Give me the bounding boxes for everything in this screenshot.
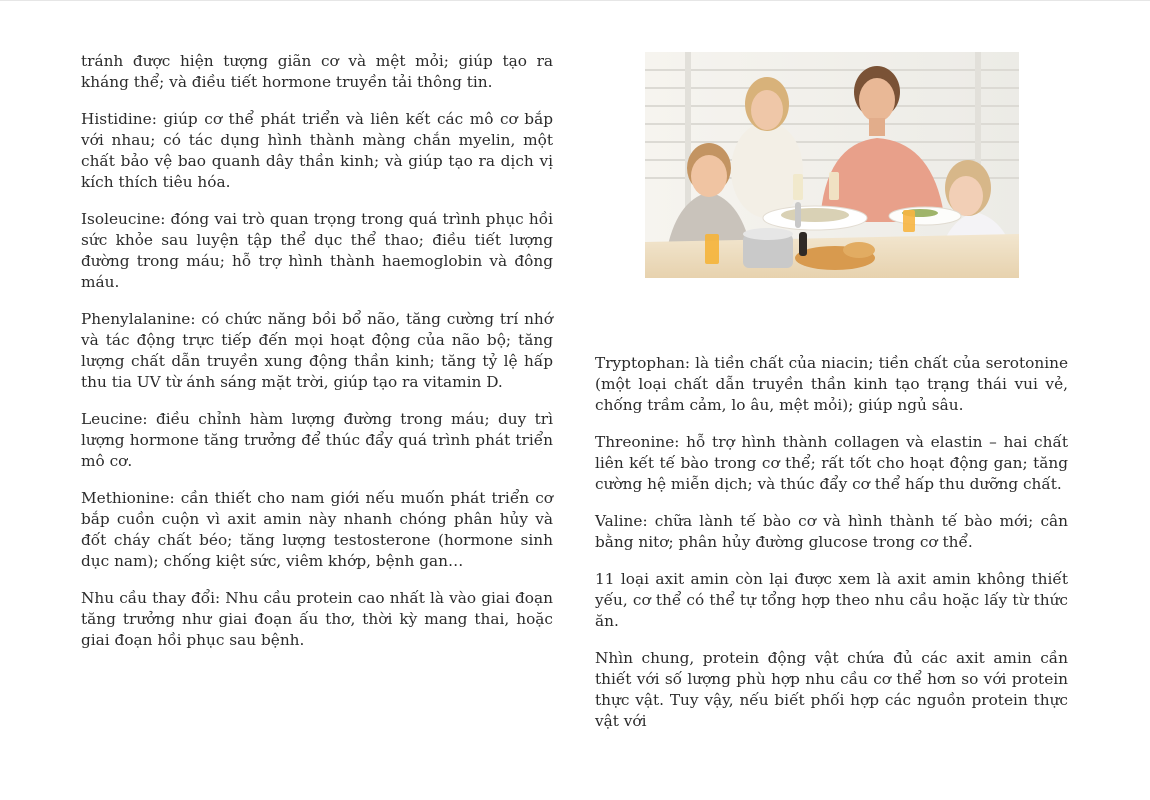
paragraph-threonine: Threonine: hỗ trợ hình thành collagen và elastin – hai chất liên kết tế bào trong cơ thể; rất tốt cho hoạt động gan; tăng cường hệ miễn dịch; và thúc đẩy cơ thể hấp thu dưỡng chất. xyxy=(595,433,1068,493)
paragraph-non-essential-amino-acids: 11 loại axit amin còn lại được xem là axit amin không thiết yếu, cơ thể có thể tự tổng hợp theo nhu cầu hoặc lấy từ thức ăn. xyxy=(595,570,1068,630)
paragraph-valine: Valine: chữa lành tế bào cơ và hình thành tế bào mới; cân bằng nitơ; phân hủy đường glucose trong cơ thể. xyxy=(595,512,1068,551)
paragraph-changing-needs: Nhu cầu thay đổi: Nhu cầu protein cao nhất là vào giai đoạn tăng trưởng như giai đoạn ấu thơ, thời kỳ mang thai, hoặc giai đoạn hồi phục sau bệnh. xyxy=(81,589,553,649)
paragraph-isoleucine: Isoleucine: đóng vai trò quan trọng trong quá trình phục hồi sức khỏe sau luyện tập thể dục thể thao; điều tiết lượng đường trong máu; hỗ trợ hình thành haemoglobin và đông máu. xyxy=(81,210,553,291)
paragraph-leucine: Leucine: điều chỉnh hàm lượng đường trong máu; duy trì lượng hormone tăng trưởng để thúc đẩy quá trình phát triển mô cơ. xyxy=(81,410,553,470)
paragraph-methionine: Methionine: cần thiết cho nam giới nếu muốn phát triển cơ bắp cuồn cuộn vì axit amin này nhanh chóng phân hủy và đốt cháy chất béo; tăng lượng testosterone (hormone sinh dục nam); chống kiệt sức, viêm khớp, bệnh gan… xyxy=(81,489,553,570)
paragraph-tryptophan: Tryptophan: là tiền chất của niacin; tiền chất của serotonine (một loại chất dẫn truyền thần kinh tạo trạng thái vui vẻ, chống trầm cảm, lo âu, mệt mỏi); giúp ngủ sâu. xyxy=(595,354,1068,414)
left-text-column xyxy=(81,51,553,667)
family-meal-photo xyxy=(645,52,1019,278)
paragraph-phenylalanine: Phenylalanine: có chức năng bồi bổ não, tăng cường trí nhớ và tác động trực tiếp đến mọi hoạt động của não bộ; tăng lượng chất dẫn truyền xung động thần kinh; tăng tỷ lệ hấp thu tia UV từ ánh sáng mặt trời, giúp tạo ra vitamin D. xyxy=(81,310,553,391)
paragraph-histidine: Histidine: giúp cơ thể phát triển và liên kết các mô cơ bắp với nhau; có tác dụng hình thành màng chắn myelin, một chất bảo vệ bao quanh dây thần kinh; và giúp tạo ra dịch vị kích thích tiêu hóa. xyxy=(81,110,553,191)
paragraph-antibody-continuation: tránh được hiện tượng giãn cơ và mệt mỏi; giúp tạo ra kháng thể; và điều tiết hormone truyền tải thông tin. xyxy=(81,52,553,91)
paragraph-animal-vs-plant-protein: Nhìn chung, protein động vật chứa đủ các axit amin cần thiết với số lượng phù hợp nhu cầu cơ thể hơn so với protein thực vật. Tuy vậy, nếu biết phối hợp các nguồn protein thực vật với xyxy=(595,649,1068,730)
right-text-column xyxy=(595,353,1068,748)
